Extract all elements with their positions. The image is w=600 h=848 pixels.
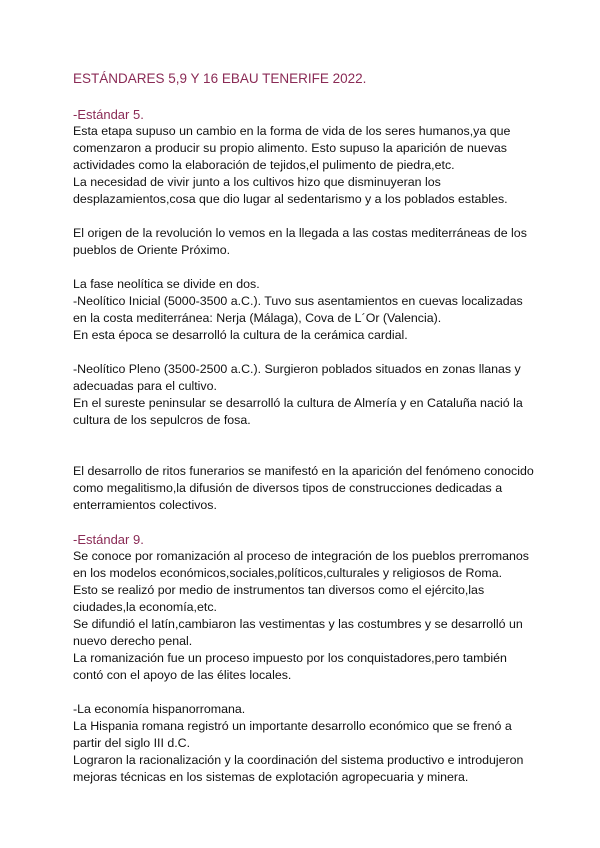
section-heading-estandar-5: -Estándar 5. [73, 107, 144, 122]
text-line: En el sureste peninsular se desarrolló la cultura de Almería y en Cataluña nació la [73, 396, 523, 410]
paragraph [73, 701, 543, 786]
text-line: cultura de los sepulcros de fosa. [73, 413, 251, 427]
text-line: Esta etapa supuso un cambio en la forma de vida de los seres humanos,ya que [73, 124, 511, 138]
text-line: partir del siglo III d.C. [73, 736, 191, 750]
text-line: Se difundió el latín,cambiaron las vestimentas y las costumbres y se desarrolló un [73, 617, 523, 631]
paragraph [73, 548, 543, 684]
text-line: Se conoce por romanización al proceso de integración de los pueblos prerromanos [73, 549, 529, 563]
text-line: enterramientos colectivos. [73, 498, 217, 512]
text-line: desplazamientos,cosa que dio lugar al sedentarismo y a los poblados estables. [73, 192, 508, 206]
text-line: adecuadas para el cultivo. [73, 379, 217, 393]
text-line: comenzaron a producir su propio alimento. Esto supuso la aparición de nuevas [73, 141, 507, 155]
text-line: mejoras técnicas en los sistemas de explotación agropecuaria y minera. [73, 770, 469, 784]
text-line: como megalitismo,la difusión de diversos tipos de construcciones dedicadas a [73, 481, 503, 495]
text-line: actividades como la elaboración de tejidos,el pulimento de piedra,etc. [73, 158, 455, 172]
text-line: La Hispania romana registró un importante desarrollo económico que se frenó a [73, 719, 512, 733]
paragraph [73, 463, 543, 514]
text-line: El desarrollo de ritos funerarios se manifestó en la aparición del fenómeno conocido [73, 464, 534, 478]
paragraph [73, 361, 543, 429]
text-line: -La economía hispanorromana. [73, 702, 246, 716]
text-line: Lograron la racionalización y la coordinación del sistema productivo e introdujeron [73, 753, 524, 767]
text-line: La romanización fue un proceso impuesto por los conquistadores,pero también [73, 651, 507, 665]
document-page [73, 70, 543, 786]
document-title: ESTÁNDARES 5,9 Y 16 EBAU TENERIFE 2022. [73, 71, 367, 86]
text-line: -Neolítico Inicial (5000-3500 a.C.). Tuvo sus asentamientos en cuevas localizadas [73, 294, 523, 308]
text-line: en la costa mediterránea: Nerja (Málaga), Cova de L´Or (Valencia). [73, 311, 442, 325]
text-line: en los modelos económicos,sociales,políticos,culturales y religiosos de Roma. [73, 566, 503, 580]
text-line: La fase neolítica se divide en dos. [73, 277, 260, 291]
text-line: El origen de la revolución lo vemos en la llegada a las costas mediterráneas de los [73, 226, 527, 240]
text-line: La necesidad de vivir junto a los cultivos hizo que disminuyeran los [73, 175, 441, 189]
text-line: ciudades,la economía,etc. [73, 600, 217, 614]
paragraph [73, 225, 543, 259]
paragraph [73, 123, 543, 208]
text-line: Esto se realizó por medio de instrumentos tan diversos como el ejército,las [73, 583, 485, 597]
text-line: En esta época se desarrolló la cultura de la cerámica cardial. [73, 328, 408, 342]
section-heading-estandar-9: -Estándar 9. [73, 532, 144, 547]
text-line: pueblos de Oriente Próximo. [73, 243, 231, 257]
text-line: contó con el apoyo de las élites locales. [73, 668, 292, 682]
text-line: nuevo derecho penal. [73, 634, 193, 648]
paragraph [73, 276, 543, 344]
text-line: -Neolítico Pleno (3500-2500 a.C.). Surgieron poblados situados en zonas llanas y [73, 362, 521, 376]
